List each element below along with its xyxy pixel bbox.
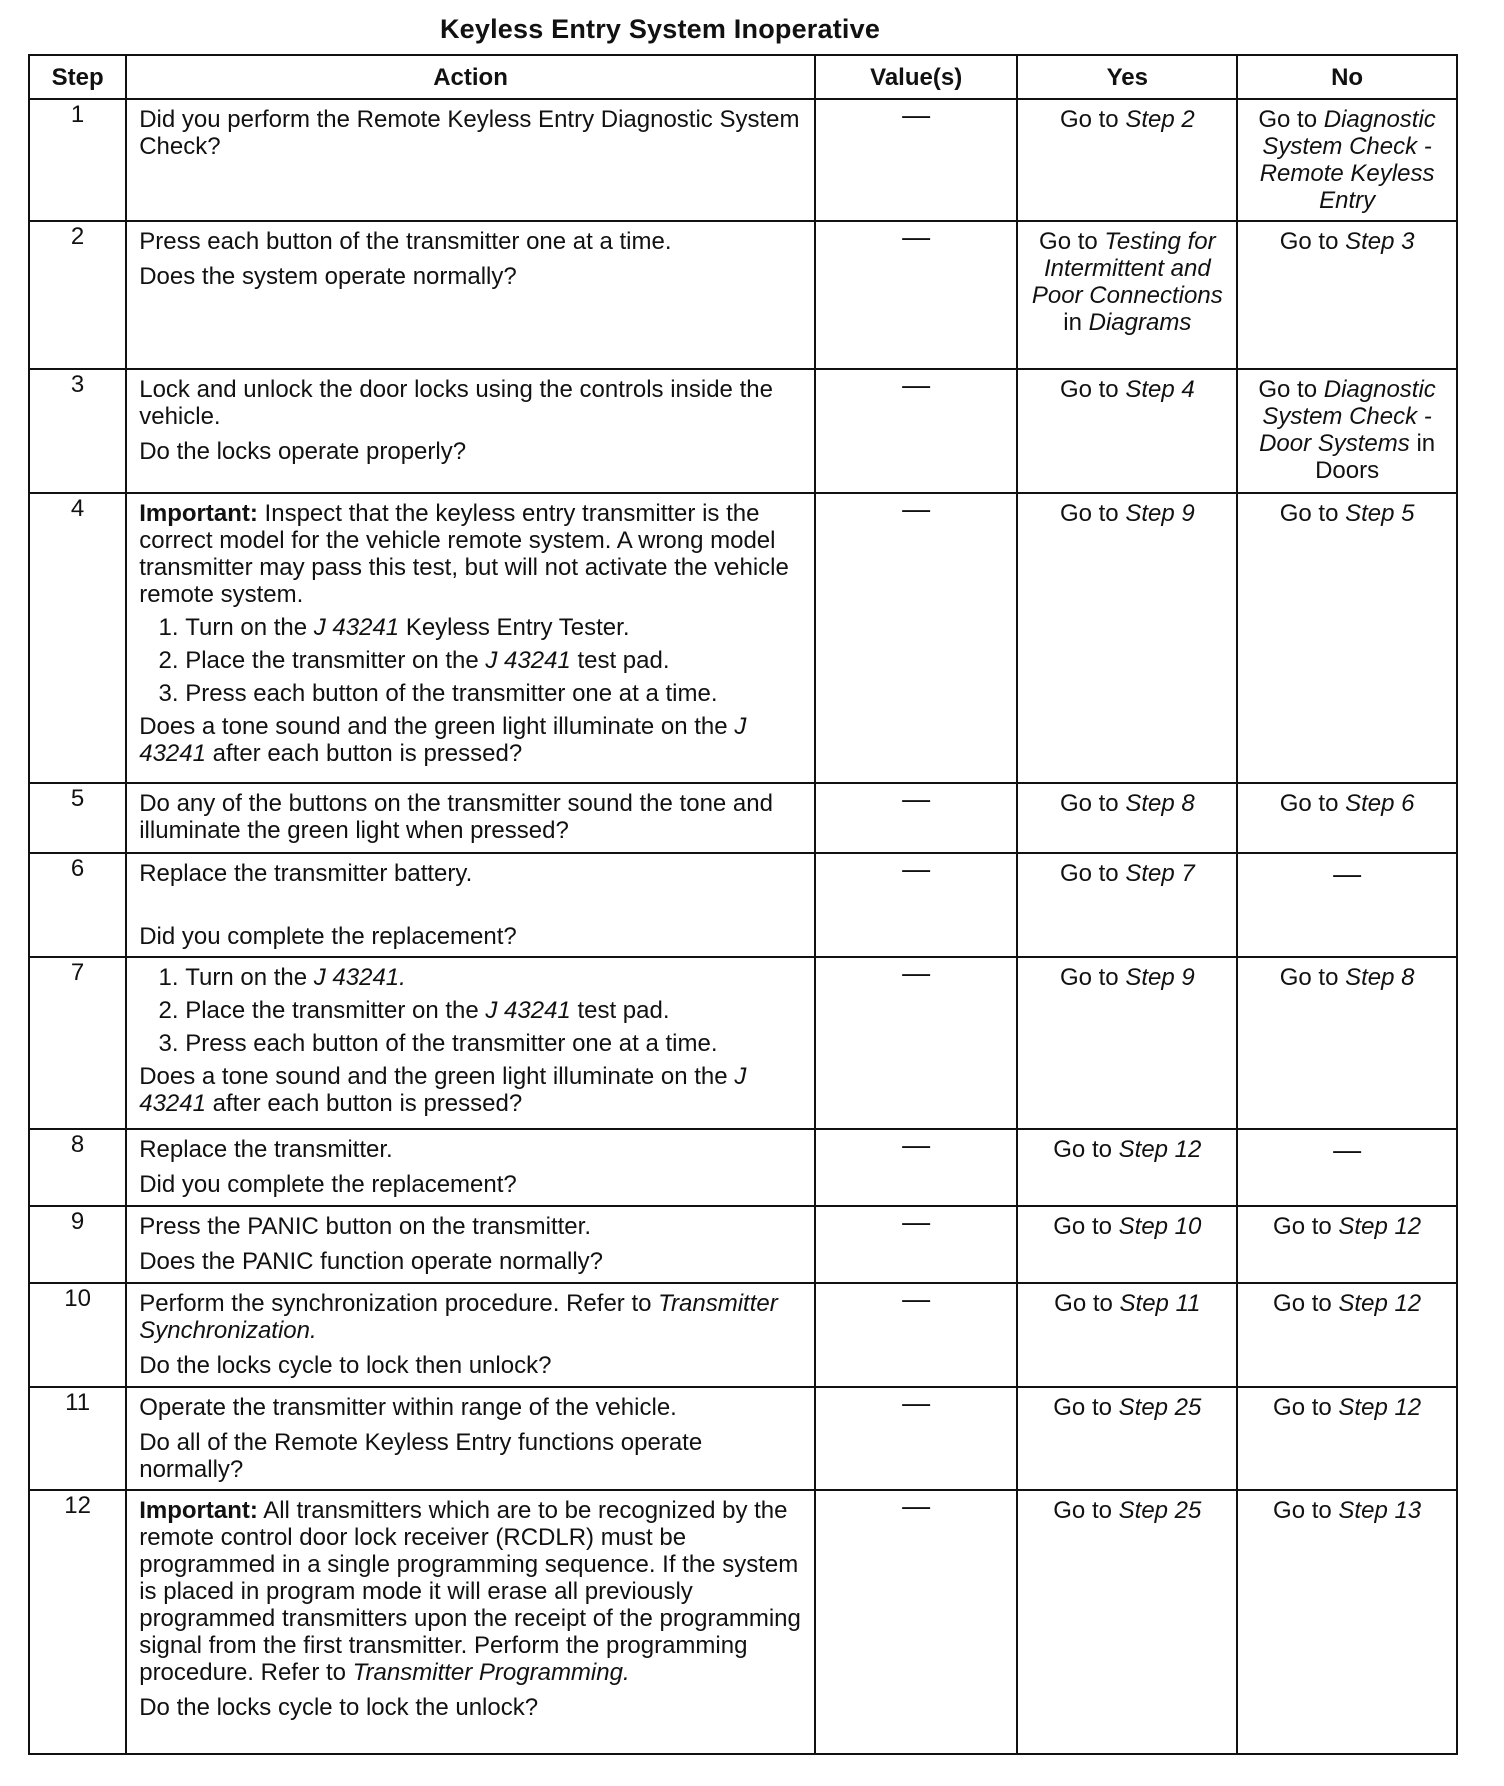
list-item <box>185 964 802 991</box>
action-question: Do the locks operate properly? <box>139 438 467 465</box>
procedure-ref: Transmitter Programming. <box>352 1659 630 1686</box>
header-action: Action <box>126 55 815 99</box>
tool-ref: J 43241 <box>485 997 571 1024</box>
value-dash: — <box>815 957 1018 1129</box>
list-item-text: Keyless Entry Tester. <box>405 614 630 641</box>
table-row <box>29 1490 1457 1754</box>
value-dash: — <box>815 493 1018 783</box>
yes-cell <box>1017 853 1237 957</box>
header-yes: Yes <box>1017 55 1237 99</box>
go-to-label: Go to <box>1273 1213 1332 1240</box>
no-cell <box>1237 99 1457 221</box>
procedure-ref: Transmitter Synchronization. <box>139 1290 778 1344</box>
table-row <box>29 1387 1457 1490</box>
value-dash: — <box>815 853 1018 957</box>
list-item-text: Turn on the <box>185 964 308 991</box>
table-row <box>29 369 1457 493</box>
action-cell <box>126 1206 815 1283</box>
important-label: Important: <box>139 500 258 527</box>
go-to-label: Go to <box>1059 500 1119 527</box>
diagnostic-table <box>28 54 1458 1755</box>
value-dash: — <box>815 221 1018 369</box>
go-to-label: Go to <box>1059 790 1119 817</box>
yes-target: Step 11 <box>1119 1290 1201 1317</box>
value-dash: — <box>815 1283 1018 1387</box>
list-item-text: test pad. <box>577 997 670 1024</box>
yes-target: Step 9 <box>1125 964 1195 991</box>
tool-ref: J 43241 <box>313 614 400 641</box>
yes-cell <box>1017 1387 1237 1490</box>
yes-target: Step 7 <box>1125 860 1195 887</box>
yes-target: Step 25 <box>1118 1497 1202 1524</box>
go-to-label: Go to <box>1053 1497 1112 1524</box>
action-cell <box>126 853 815 957</box>
action-cell <box>126 1283 815 1387</box>
step-number: 4 <box>29 493 126 783</box>
yes-in-target: Diagrams <box>1088 309 1192 336</box>
go-to-label: Go to <box>1279 964 1339 991</box>
action-question: Does the PANIC function operate normally? <box>139 1248 604 1275</box>
no-target: Step 3 <box>1345 228 1415 255</box>
go-to-label: Go to <box>1273 1290 1332 1317</box>
no-cell <box>1237 493 1457 783</box>
action-cell <box>126 221 815 369</box>
yes-cell <box>1017 957 1237 1129</box>
action-cell <box>126 369 815 493</box>
table-row <box>29 783 1457 853</box>
yes-cell <box>1017 493 1237 783</box>
yes-cell <box>1017 783 1237 853</box>
important-text: All transmitters which are to be recognized by the remote control door lock receiver (RCDLR) must be programmed in a single programming sequence. If the system is placed in program mode it will erase all previously programmed transmitters upon the receipt of the programming signal from the first transmitter. Perform the programming procedure. Refer to <box>139 1497 801 1686</box>
step-number: 11 <box>29 1387 126 1490</box>
question-text: after each button is pressed? <box>212 740 523 767</box>
no-cell <box>1237 1490 1457 1754</box>
go-to-label: Go to <box>1053 1136 1112 1163</box>
value-dash: — <box>815 1129 1018 1206</box>
yes-in-label: in <box>1063 309 1082 336</box>
list-item-text: Turn on the <box>185 614 308 641</box>
tool-ref: J 43241. <box>313 964 406 991</box>
go-to-label: Go to <box>1053 1394 1112 1421</box>
no-suffix: in Doors <box>1315 430 1436 484</box>
action-text: Replace the transmitter. <box>139 1136 393 1163</box>
no-target: Step 5 <box>1345 500 1415 527</box>
table-header-row <box>29 55 1457 99</box>
action-text: Lock and unlock the door locks using the controls inside the vehicle. <box>139 376 773 430</box>
action-question: Did you complete the replacement? <box>139 923 517 950</box>
value-dash: — <box>815 1206 1018 1283</box>
no-target: Step 6 <box>1345 790 1415 817</box>
table-row <box>29 221 1457 369</box>
yes-target: Step 25 <box>1118 1394 1202 1421</box>
action-cell <box>126 493 815 783</box>
list-item <box>185 647 802 674</box>
no-cell <box>1237 221 1457 369</box>
yes-cell <box>1017 1490 1237 1754</box>
no-target: Step 12 <box>1338 1290 1422 1317</box>
action-text: Replace the transmitter battery. <box>139 860 473 887</box>
header-no: No <box>1237 55 1457 99</box>
action-question: Does the system operate normally? <box>139 263 517 290</box>
table-row <box>29 1206 1457 1283</box>
go-to-label: Go to <box>1279 228 1339 255</box>
value-dash: — <box>815 1387 1018 1490</box>
important-note <box>139 1497 802 1686</box>
question-text: Does a tone sound and the green light illuminate on the <box>139 713 728 740</box>
no-cell: — <box>1237 1129 1457 1206</box>
value-dash: — <box>815 99 1018 221</box>
no-cell <box>1237 783 1457 853</box>
list-item-text: Place the transmitter on the <box>185 647 479 674</box>
no-cell <box>1237 1283 1457 1387</box>
question-text: Does a tone sound and the green light illuminate on the <box>139 1063 728 1090</box>
action-cell <box>126 1490 815 1754</box>
yes-target: Step 2 <box>1125 106 1195 133</box>
list-item <box>185 997 802 1024</box>
no-target: Diagnostic System Check - Door Systems <box>1259 376 1436 457</box>
table-row <box>29 493 1457 783</box>
yes-cell <box>1017 221 1237 369</box>
action-question <box>139 713 802 767</box>
header-step: Step <box>29 55 126 99</box>
no-target: Step 8 <box>1345 964 1415 991</box>
important-text: Inspect that the keyless entry transmitter is the correct model for the vehicle remote system. A wrong model transmitter may pass this test, but will not activate the vehicle remote system. <box>139 500 789 608</box>
procedure-list <box>139 614 802 707</box>
no-cell <box>1237 1387 1457 1490</box>
question-text: after each button is pressed? <box>212 1090 523 1117</box>
value-dash: — <box>815 369 1018 493</box>
yes-target: Step 8 <box>1125 790 1195 817</box>
action-text: Operate the transmitter within range of the vehicle. <box>139 1394 677 1421</box>
step-number: 12 <box>29 1490 126 1754</box>
yes-target: Step 9 <box>1125 500 1195 527</box>
go-to-label: Go to <box>1258 106 1318 133</box>
go-to-label: Go to <box>1059 106 1119 133</box>
step-number: 10 <box>29 1283 126 1387</box>
list-item-text: Place the transmitter on the <box>185 997 479 1024</box>
yes-target: Step 4 <box>1125 376 1195 403</box>
yes-cell <box>1017 99 1237 221</box>
action-text: Press each button of the transmitter one at a time. <box>139 228 672 255</box>
action-question: Do any of the buttons on the transmitter sound the tone and illuminate the green light when pressed? <box>139 790 773 844</box>
step-number: 1 <box>29 99 126 221</box>
tool-ref: J 43241 <box>139 713 747 767</box>
list-item <box>185 680 802 707</box>
important-label: Important: <box>139 1497 258 1524</box>
action-cell <box>126 957 815 1129</box>
action-text: Press the PANIC button on the transmitter. <box>139 1213 591 1240</box>
action-text <box>139 1290 802 1344</box>
list-item-text: Press each button of the transmitter one at a time. <box>185 1030 718 1057</box>
table-row <box>29 99 1457 221</box>
list-item <box>185 1030 802 1057</box>
no-cell <box>1237 957 1457 1129</box>
page-title: Keyless Entry System Inoperative <box>439 14 881 44</box>
yes-target: Testing for Intermittent and Poor Connections <box>1031 228 1223 309</box>
go-to-label: Go to <box>1279 790 1339 817</box>
list-item-text: Press each button of the transmitter one at a time. <box>185 680 718 707</box>
no-cell <box>1237 1206 1457 1283</box>
step-number: 2 <box>29 221 126 369</box>
yes-cell <box>1017 1206 1237 1283</box>
step-number: 8 <box>29 1129 126 1206</box>
yes-cell <box>1017 369 1237 493</box>
yes-cell <box>1017 1129 1237 1206</box>
action-question: Do the locks cycle to lock then unlock? <box>139 1352 552 1379</box>
action-question: Do all of the Remote Keyless Entry functions operate normally? <box>139 1429 703 1483</box>
go-to-label: Go to <box>1258 376 1318 403</box>
step-number: 7 <box>29 957 126 1129</box>
yes-target: Step 10 <box>1118 1213 1202 1240</box>
go-to-label: Go to <box>1273 1497 1332 1524</box>
no-cell <box>1237 369 1457 493</box>
table-row <box>29 853 1457 957</box>
value-dash: — <box>815 1490 1018 1754</box>
step-number: 9 <box>29 1206 126 1283</box>
action-cell <box>126 1129 815 1206</box>
tool-ref: J 43241 <box>485 647 571 674</box>
go-to-label: Go to <box>1273 1394 1332 1421</box>
list-item <box>185 614 802 641</box>
action-cell <box>126 1387 815 1490</box>
go-to-label: Go to <box>1053 1213 1112 1240</box>
go-to-label: Go to <box>1054 1290 1113 1317</box>
procedure-list <box>139 964 802 1057</box>
yes-cell <box>1017 1283 1237 1387</box>
step-number: 5 <box>29 783 126 853</box>
no-cell: — <box>1237 853 1457 957</box>
action-cell <box>126 99 815 221</box>
no-target: Step 12 <box>1338 1394 1422 1421</box>
no-target: Step 13 <box>1338 1497 1422 1524</box>
table-row <box>29 957 1457 1129</box>
value-dash: — <box>815 783 1018 853</box>
table-row <box>29 1283 1457 1387</box>
important-note <box>139 500 802 608</box>
action-text-part: Perform the synchronization procedure. Refer to <box>139 1290 652 1317</box>
action-cell <box>126 783 815 853</box>
go-to-label: Go to <box>1279 500 1339 527</box>
go-to-label: Go to <box>1059 860 1119 887</box>
step-number: 3 <box>29 369 126 493</box>
table-row <box>29 1129 1457 1206</box>
go-to-label: Go to <box>1039 228 1098 255</box>
no-target: Step 12 <box>1338 1213 1422 1240</box>
action-question: Did you complete the replacement? <box>139 1171 517 1198</box>
header-values: Value(s) <box>815 55 1018 99</box>
go-to-label: Go to <box>1059 964 1119 991</box>
go-to-label: Go to <box>1059 376 1119 403</box>
step-number: 6 <box>29 853 126 957</box>
no-target: Diagnostic System Check - Remote Keyless Entry <box>1259 106 1436 214</box>
list-item-text: test pad. <box>577 647 670 674</box>
action-question: Do the locks cycle to lock the unlock? <box>139 1694 539 1721</box>
tool-ref: J 43241 <box>139 1063 747 1117</box>
action-question: Did you perform the Remote Keyless Entry Diagnostic System Check? <box>139 106 800 160</box>
action-question <box>139 1063 802 1117</box>
yes-target: Step 12 <box>1118 1136 1202 1163</box>
